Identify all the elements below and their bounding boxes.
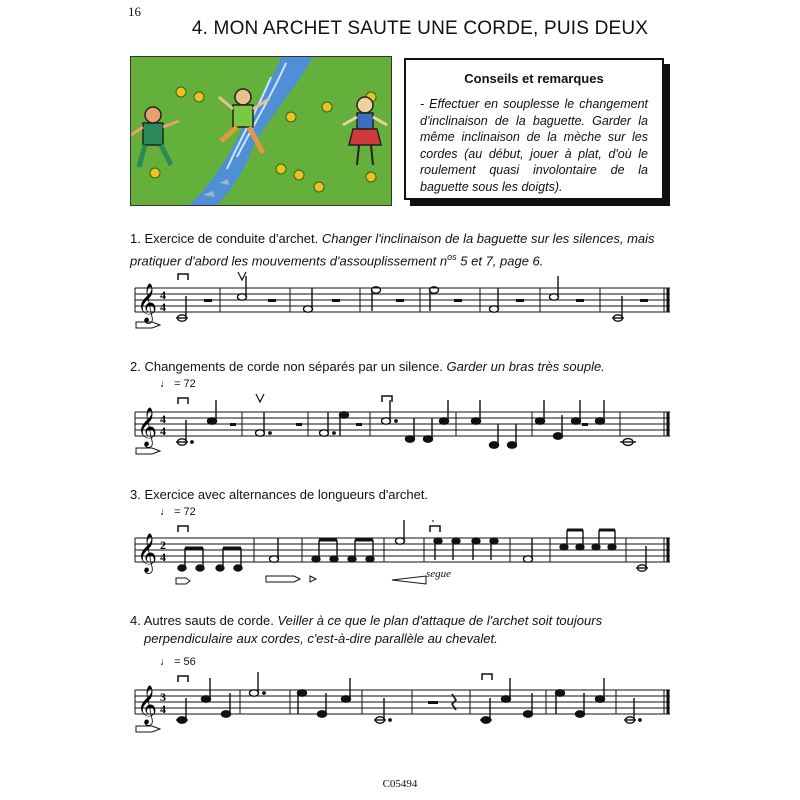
rest bbox=[268, 299, 276, 302]
down-bow-mark bbox=[178, 676, 188, 682]
children-illustration bbox=[130, 56, 392, 206]
rest bbox=[204, 299, 212, 302]
rest bbox=[640, 299, 648, 302]
tempo-value: = 72 bbox=[174, 506, 196, 518]
time-sig-top: 4 bbox=[160, 412, 166, 426]
page-number: 16 bbox=[128, 4, 141, 19]
rest bbox=[332, 299, 340, 302]
note bbox=[490, 306, 499, 312]
advice-title: Conseils et remarques bbox=[464, 71, 604, 86]
bow-arrow bbox=[136, 448, 160, 454]
exercise-3-text bbox=[130, 486, 670, 504]
exercise-1-instruction-2: pratiquer d'abord les mouvements d'assouplissement n bbox=[130, 253, 448, 269]
time-sig-top: 2 bbox=[160, 538, 166, 552]
exercise-4-staff bbox=[130, 670, 670, 740]
bow-arrow bbox=[136, 726, 160, 732]
time-sig-top: 4 bbox=[160, 288, 166, 302]
rest bbox=[576, 299, 584, 302]
advice-box bbox=[404, 58, 664, 200]
up-bow-mark bbox=[256, 394, 264, 402]
rest bbox=[454, 299, 462, 302]
treble-clef: 𝄞 bbox=[137, 533, 158, 573]
segue-marking: segue bbox=[426, 568, 452, 580]
quarter-note-icon: ♩ bbox=[160, 378, 171, 390]
down-bow-mark bbox=[482, 674, 492, 680]
treble-clef: 𝄞 bbox=[137, 407, 158, 447]
time-sig-bottom: 4 bbox=[160, 424, 166, 438]
exercise-1-instruction-tail: 5 et 7, page 6. bbox=[456, 253, 544, 269]
down-bow-mark bbox=[178, 398, 188, 404]
rest bbox=[516, 299, 524, 302]
exercise-2-text bbox=[130, 358, 670, 376]
exercise-4-text bbox=[130, 612, 670, 648]
exercise-1-sup: os bbox=[447, 252, 457, 262]
time-sig-bottom: 4 bbox=[160, 300, 166, 314]
advice-body: - Effectuer en souplesse le changement d'inclinaison de la baguette. Garder la même inclinaison de la mèche sur les cordes (au début, jouer à plat, d'où le roulement quasi involontaire de la baguette sous les doigts). bbox=[420, 97, 648, 194]
bow-arrow bbox=[310, 576, 316, 582]
exercise-4-instruction-1: Veiller à ce que le plan d'attaque de l'archet soit toujours bbox=[277, 613, 603, 628]
tempo-value: = 72 bbox=[174, 378, 196, 390]
page-title: 4. MON ARCHET SAUTE UNE CORDE, PUIS DEUX bbox=[191, 18, 649, 39]
exercise-2-staff bbox=[130, 392, 670, 462]
down-bow-mark bbox=[178, 274, 188, 280]
rest bbox=[396, 299, 404, 302]
exercise-1-label: 1. Exercice de conduite d'archet. bbox=[130, 231, 319, 246]
footer-code: C05494 bbox=[382, 778, 418, 790]
exercise-3-tempo bbox=[160, 506, 196, 518]
illustration-drawing bbox=[131, 57, 391, 205]
exercise-1-instruction-1: Changer l'inclinaison de la baguette sur les silences, mais bbox=[321, 231, 655, 246]
down-bow-mark bbox=[430, 526, 440, 532]
tempo-value: = 56 bbox=[174, 656, 196, 668]
quarter-note-icon: ♩ bbox=[160, 656, 171, 668]
exercise-1-staff bbox=[130, 270, 670, 330]
time-sig-top: 3 bbox=[160, 690, 166, 704]
note bbox=[304, 306, 313, 312]
exercise-4-label: 4. Autres sauts de corde. bbox=[130, 613, 274, 628]
exercise-2-instruction: Garder un bras très souple. bbox=[446, 359, 605, 374]
bow-arrow bbox=[392, 576, 426, 584]
treble-clef: 𝄞 bbox=[137, 685, 158, 725]
treble-clef: 𝄞 bbox=[137, 283, 158, 323]
exercise-2-tempo bbox=[160, 378, 196, 390]
down-bow-mark bbox=[178, 526, 188, 532]
exercise-1-text bbox=[130, 230, 670, 270]
quarter-note-icon: ♩ bbox=[160, 506, 171, 518]
time-sig-bottom: 4 bbox=[160, 550, 166, 564]
bow-arrow bbox=[176, 578, 190, 584]
time-sig-bottom: 4 bbox=[160, 702, 166, 716]
exercise-3-staff bbox=[130, 520, 670, 586]
up-bow-mark bbox=[238, 272, 246, 280]
bow-arrow bbox=[266, 576, 300, 582]
exercise-3-label: 3. Exercice avec alternances de longueurs d'archet. bbox=[130, 487, 429, 502]
exercise-4-instruction-2: perpendiculaire aux cordes, c'est-à-dire parallèle au chevalet. bbox=[144, 631, 498, 646]
note bbox=[550, 294, 559, 300]
exercise-4-tempo bbox=[160, 656, 196, 668]
note bbox=[238, 294, 247, 300]
exercise-2-label: 2. Changements de corde non séparés par un silence. bbox=[130, 359, 443, 374]
